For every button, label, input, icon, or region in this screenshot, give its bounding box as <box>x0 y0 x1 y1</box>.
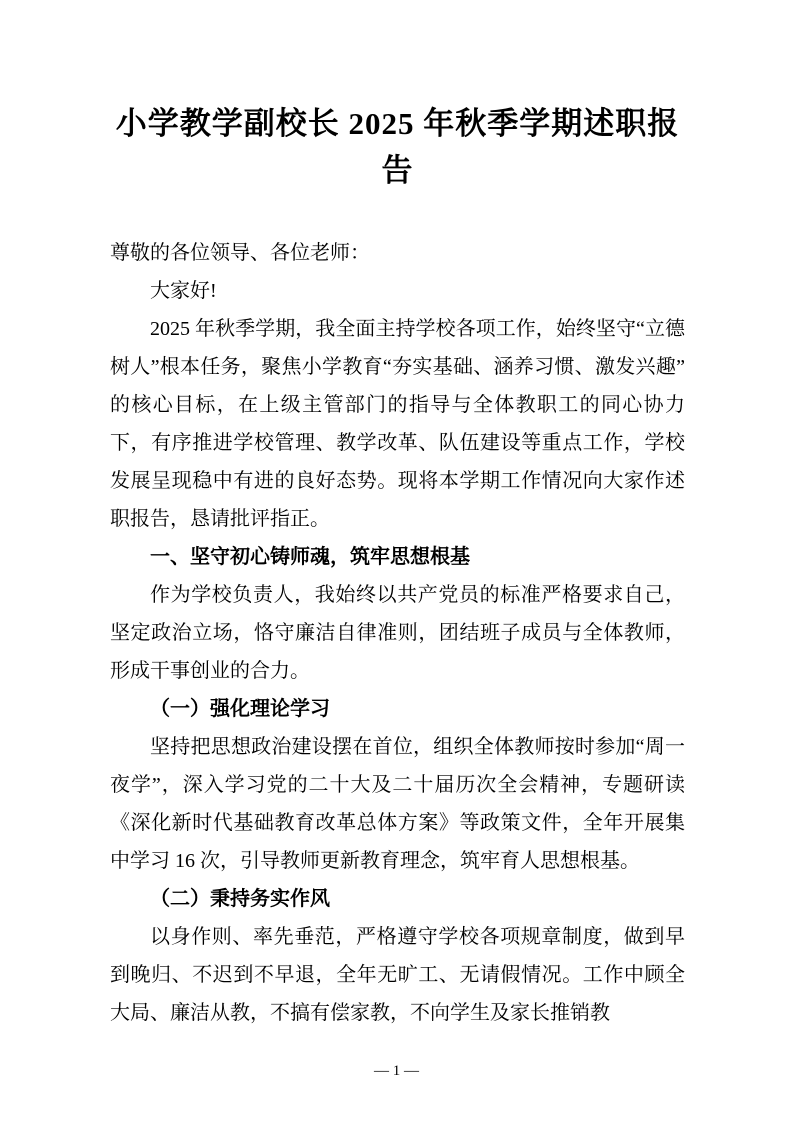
section-1-intro: 作为学校负责人，我始终以共产党员的标准严格要求自己，坚定政治立场，恪守廉洁自律准则，团结班子成员与全体教师，形成干事创业的合力。 <box>110 584 685 682</box>
document-title: 小学教学副校长 2025 年秋季学期述职报告 <box>115 106 680 188</box>
greeting: 大家好! <box>150 280 217 302</box>
subsection-2-body: 以身作则、率先垂范，严格遵守学校各项规章制度，做到早到晚归、不迟到不早退，全年无旷工、无请假情况。工作中顾全大局、廉洁从教，不搞有偿家教，不向学生及家长推销教 <box>110 926 685 1024</box>
salutation: 尊敬的各位领导、各位老师： <box>110 242 370 264</box>
page-number: — 1 — <box>374 1063 419 1079</box>
subsection-1-body: 坚持把思想政治建设摆在首位，组织全体教师按时参加“周一夜学”，深入学习党的二十大及二十届历次全会精神，专题研读《深化新时代基础教育改革总体方案》等政策文件，全年开展集中学习 16 次，引导教师更新教育理念，筑牢育人思想根基。 <box>110 736 685 872</box>
intro-paragraph: 2025 年秋季学期，我全面主持学校各项工作，始终坚守“立德树人”根本任务，聚焦小学教育“夯实基础、涵养习惯、激发兴趣”的核心目标，在上级主管部门的指导与全体教职工的同心协力下，有序推进学校管理、教学改革、队伍建设等重点工作，学校发展呈现稳中有进的良好态势。现将本学期工作情况向大家作述职报告，恳请批评指正。 <box>110 318 685 530</box>
subsection-1-heading: （一）强化理论学习 <box>150 698 330 720</box>
subsection-2-heading: （二）秉持务实作风 <box>150 888 330 910</box>
section-1-heading: 一、坚守初心铸师魂，筑牢思想根基 <box>150 546 470 568</box>
